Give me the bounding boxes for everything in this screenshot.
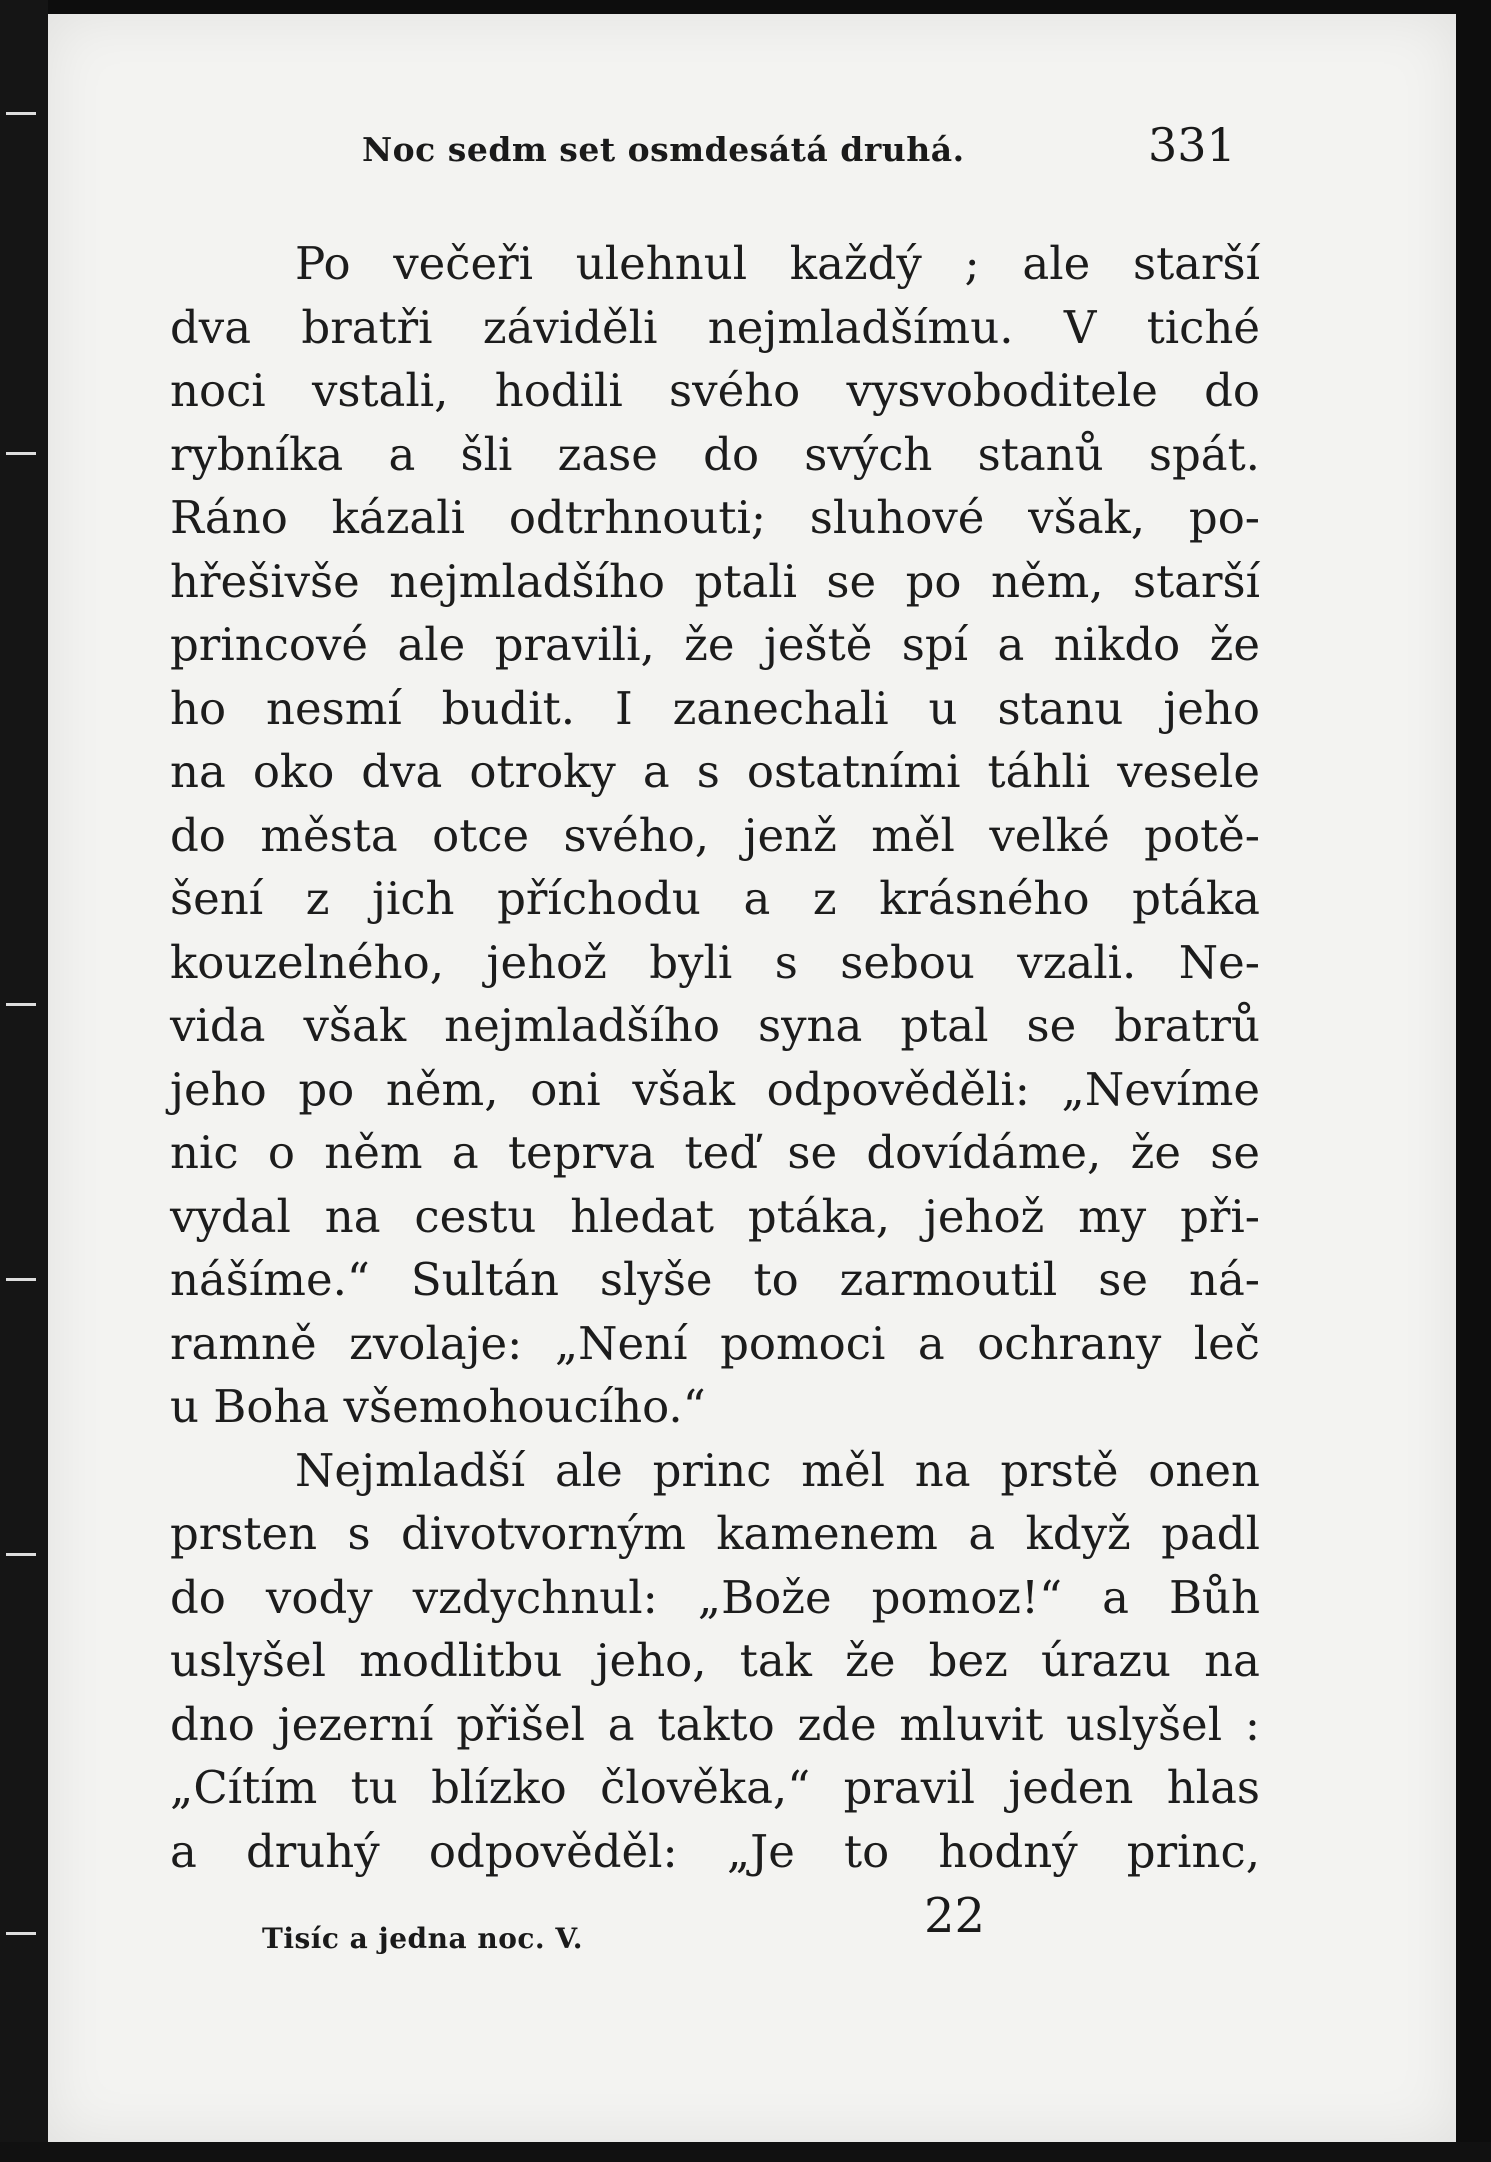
signature-mark: Tisíc a jedna noc. V. [262, 1922, 583, 1955]
text-line: Nejmladší ale princ měl na prstě onen [295, 1443, 1260, 1497]
running-title: Noc sedm set osmdesátá druhá. [362, 130, 965, 169]
binding-mark [6, 1003, 36, 1006]
paragraph [170, 232, 1260, 1439]
binding-mark [6, 1278, 36, 1281]
text-line: ramně zvolaje: „Není pomoci a ochrany leč [170, 1316, 1260, 1370]
scan-bottom-edge [0, 2142, 1491, 2162]
text-line: ho nesmí budit. I zanechali u stanu jeho [170, 681, 1260, 735]
text-line: a druhý odpověděl: „Je to hodný princ, [170, 1824, 1260, 1878]
text-line: noci vstali, hodili svého vysvoboditele do [170, 364, 1260, 417]
page-number: 331 [1148, 118, 1236, 172]
text-line: do vody vzdychnul: „Bože pomoz!“ a Bůh [170, 1570, 1260, 1624]
binding-mark [6, 1553, 36, 1556]
text-line: „Cítím tu blízko člověka,“ pravil jeden hlas [170, 1761, 1260, 1814]
text-line: dva bratři záviděli nejmladšímu. V tiché [170, 300, 1260, 354]
text-line: nic o něm a teprva teď se dovídáme, že se [170, 1126, 1260, 1179]
text-line: vida však nejmladšího syna ptal se bratrů [170, 999, 1260, 1052]
binding-mark [6, 452, 36, 455]
text-line: nášíme.“ Sultán slyše to zarmoutil se ná- [170, 1253, 1260, 1306]
text-line: prsten s divotvorným kamenem a když padl [170, 1507, 1260, 1560]
text-line: šení z jich příchodu a z krásného ptáka [170, 872, 1260, 925]
text-line: u Boha všemohoucího.“ [170, 1380, 706, 1433]
text-line: Po večeři ulehnul každý ; ale starší [295, 237, 1260, 290]
text-line: uslyšel modlitbu jeho, tak že bez úrazu na [170, 1634, 1260, 1687]
text-line: do města otce svého, jenž měl velké potě- [170, 808, 1260, 862]
text-line: dno jezerní přišel a takto zde mluvit uslyšel : [170, 1697, 1260, 1751]
text-line: rybníka a šli zase do svých stanů spát. [170, 427, 1260, 481]
text-line: Ráno kázali odtrhnouti; sluhové však, po- [170, 491, 1260, 544]
text-line: hřešivše nejmladšího ptali se po něm, starší [170, 554, 1260, 608]
text-line: vydal na cestu hledat ptáka, jehož my při- [170, 1189, 1260, 1243]
text-line: kouzelného, jehož byli s sebou vzali. Ne- [170, 935, 1260, 989]
text-line: na oko dva otroky a s ostatními táhli vesele [170, 745, 1260, 798]
sheet-number: 22 [924, 1888, 986, 1944]
binding-mark [6, 112, 36, 115]
text-line: jeho po něm, oni však odpověděli: „Nevíme [170, 1062, 1260, 1116]
text-line: princové ale pravili, že ještě spí a nikdo že [170, 618, 1260, 671]
book-binding-edge [0, 0, 48, 2162]
body-text [170, 232, 1260, 1883]
paragraph [170, 1439, 1260, 1884]
binding-mark [6, 1932, 36, 1935]
